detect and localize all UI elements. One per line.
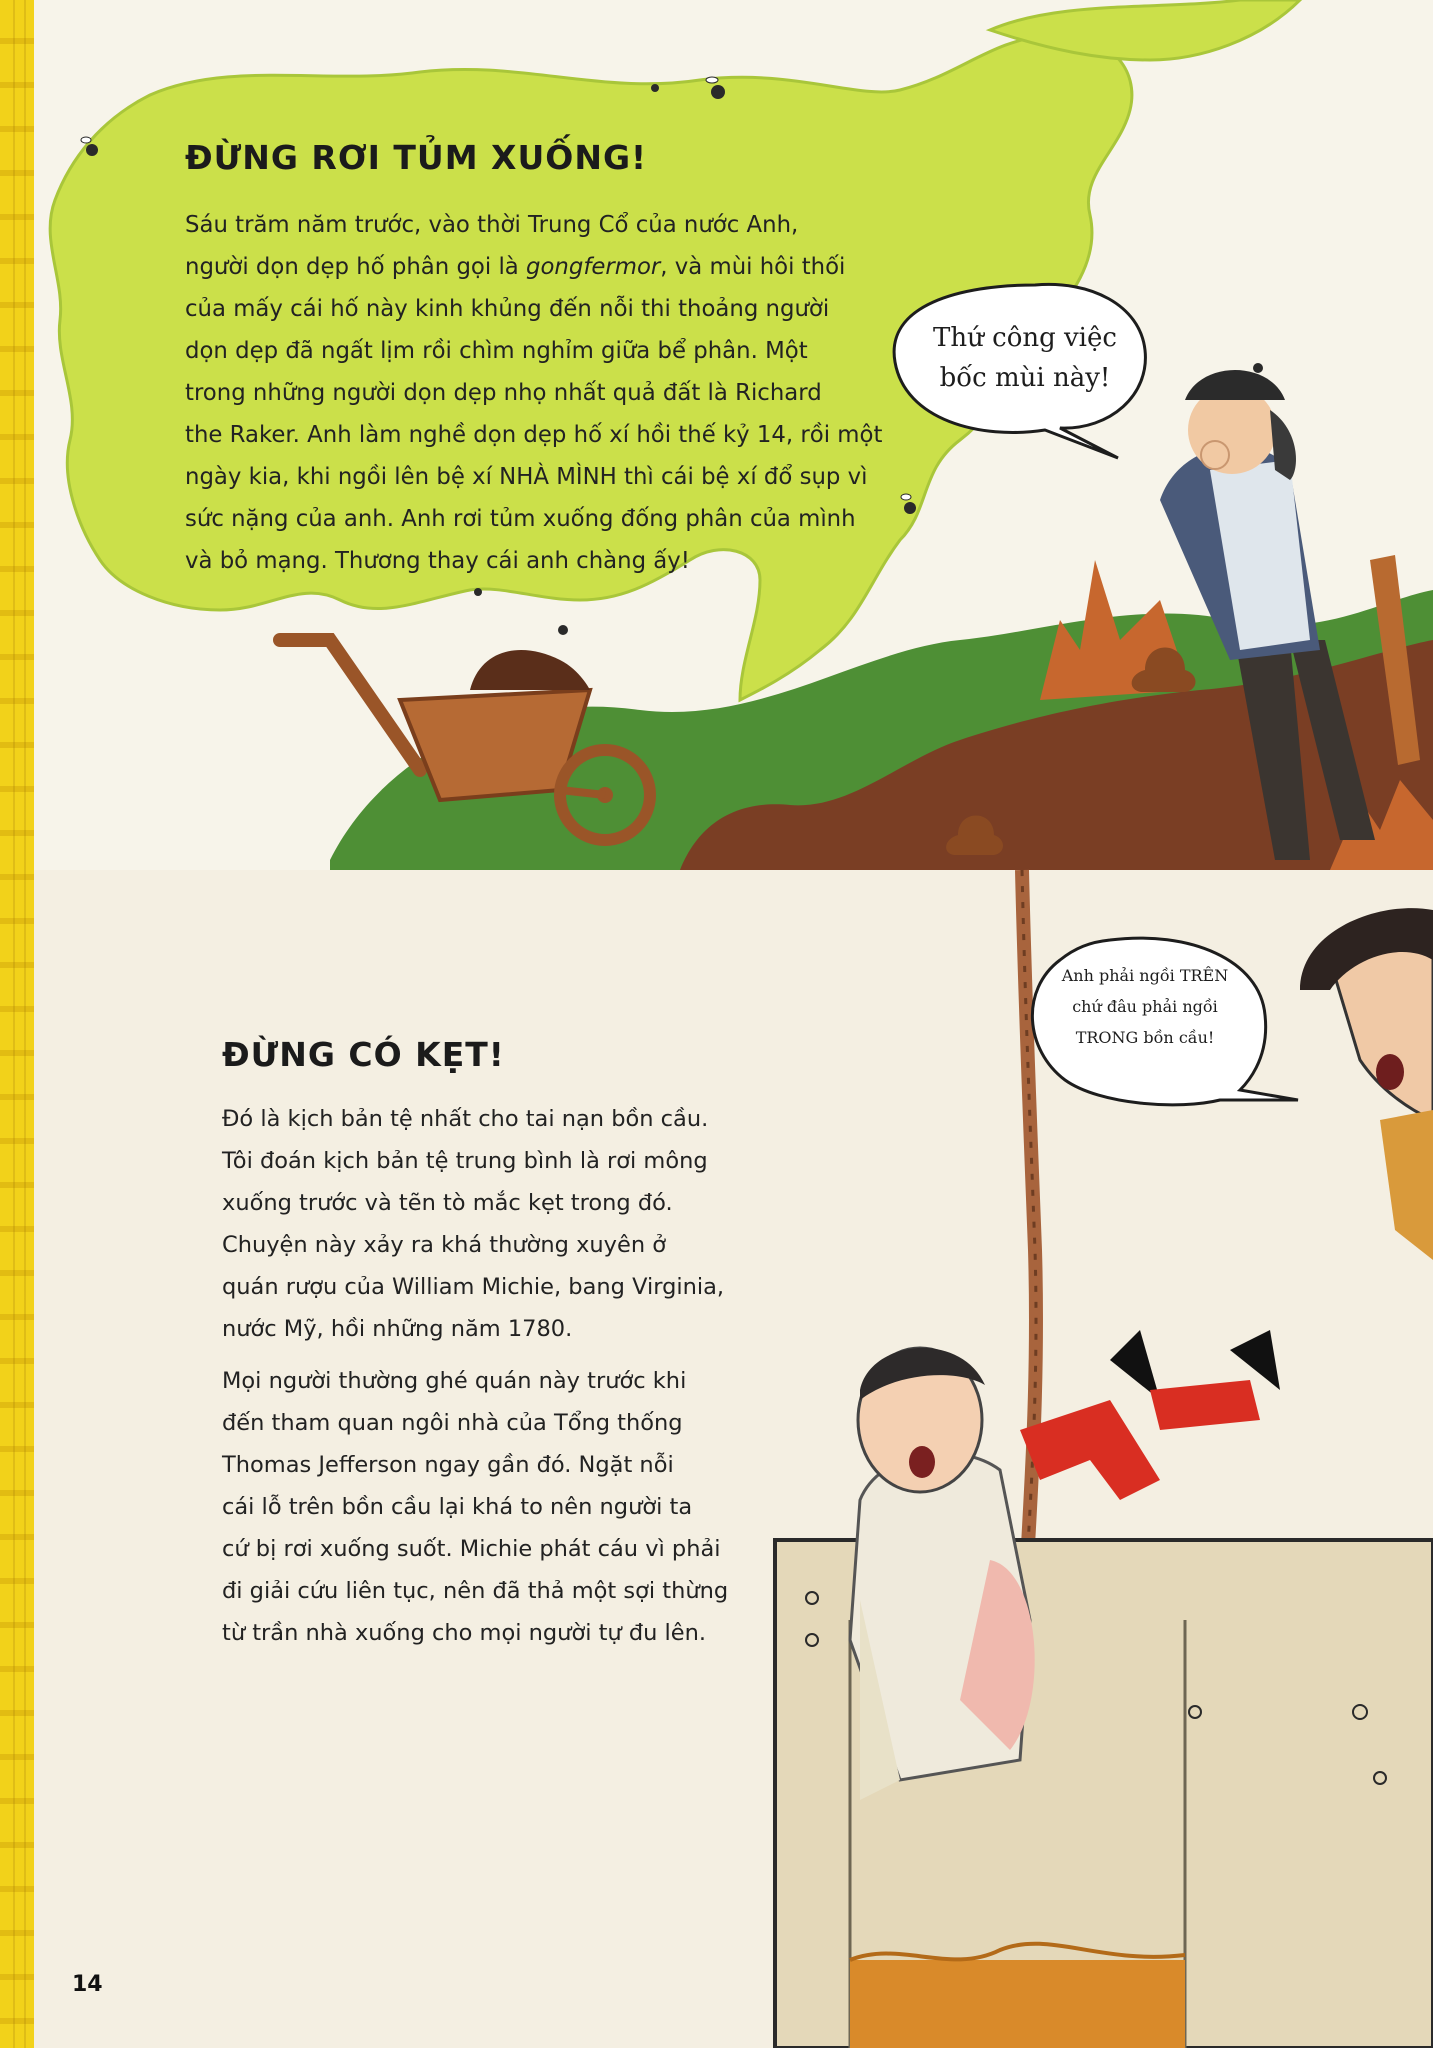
body-line: dọn dẹp đã ngất lịm rồi chìm nghỉm giữa bể phân. Một — [185, 338, 808, 364]
paragraph-gap — [222, 1350, 728, 1360]
italic-term: gongfermor — [526, 254, 661, 280]
body-line: Mọi người thường ghé quán này trước khi — [222, 1368, 687, 1394]
body-line: Thomas Jefferson ngay gần đó. Ngặt nỗi — [222, 1452, 674, 1478]
body-line-part: người dọn dẹp hố phân gọi là — [185, 254, 526, 280]
body-line: của mấy cái hố này kinh khủng đến nỗi thi thoảng người — [185, 296, 830, 322]
bubble-line: Thứ công việc — [933, 323, 1117, 353]
speech-bubble-1-text — [920, 318, 1130, 398]
body-line: và bỏ mạng. Thương thay cái anh chàng ấy! — [185, 548, 690, 574]
body-line-part: , và mùi hôi thối — [660, 254, 846, 280]
speech-bubble-2-text — [1040, 960, 1250, 1053]
body-line: Tôi đoán kịch bản tệ trung bình là rơi mông — [222, 1148, 708, 1174]
page-number: 14 — [72, 1972, 103, 1997]
body-line: đến tham quan ngôi nhà của Tổng thống — [222, 1410, 683, 1436]
body-line: xuống trước và tẽn tò mắc kẹt trong đó. — [222, 1190, 673, 1216]
body-line: sức nặng của anh. Anh rơi tủm xuống đống phân của mình — [185, 506, 856, 532]
body-line: ngày kia, khi ngồi lên bệ xí NHÀ MÌNH thì cái bệ xí đổ sụp vì — [185, 464, 868, 490]
body-line: nước Mỹ, hồi những năm 1780. — [222, 1316, 573, 1342]
bubble-line: chứ đâu phải ngồi — [1072, 997, 1218, 1016]
body-line: cứ bị rơi xuống suốt. Michie phát cáu vì phải — [222, 1536, 721, 1562]
section-heading-2: ĐỪNG CÓ KẸT! — [222, 1035, 505, 1074]
bubble-line: Anh phải ngồi TRÊN — [1061, 966, 1229, 985]
bubble-line: TRONG bồn cầu! — [1075, 1028, 1215, 1047]
body-line: quán rượu của William Michie, bang Virginia, — [222, 1274, 725, 1300]
body-line: từ trần nhà xuống cho mọi người tự đu lên. — [222, 1620, 707, 1646]
body-line — [185, 246, 882, 288]
body-line: trong những người dọn dẹp nhọ nhất quả đất là Richard — [185, 380, 822, 406]
section-heading-1: ĐỪNG RƠI TỦM XUỐNG! — [185, 138, 648, 177]
peeking-man — [1300, 908, 1433, 1260]
body-line: đi giải cứu liên tục, nên đã thả một sợi thừng — [222, 1578, 729, 1604]
body-line: the Raker. Anh làm nghề dọn dẹp hố xí hồi thế kỷ 14, rồi một — [185, 422, 883, 448]
bubble-line: bốc mùi này! — [939, 363, 1111, 393]
body-line: Sáu trăm năm trước, vào thời Trung Cổ của nước Anh, — [185, 212, 799, 238]
body-line: Chuyện này xảy ra khá thường xuyên ở — [222, 1232, 667, 1258]
body-line: Đó là kịch bản tệ nhất cho tai nạn bồn cầu. — [222, 1106, 709, 1132]
section-2-body — [222, 1098, 728, 1654]
section-1-body — [185, 204, 882, 582]
body-line: cái lỗ trên bồn cầu lại khá to nên người ta — [222, 1494, 693, 1520]
